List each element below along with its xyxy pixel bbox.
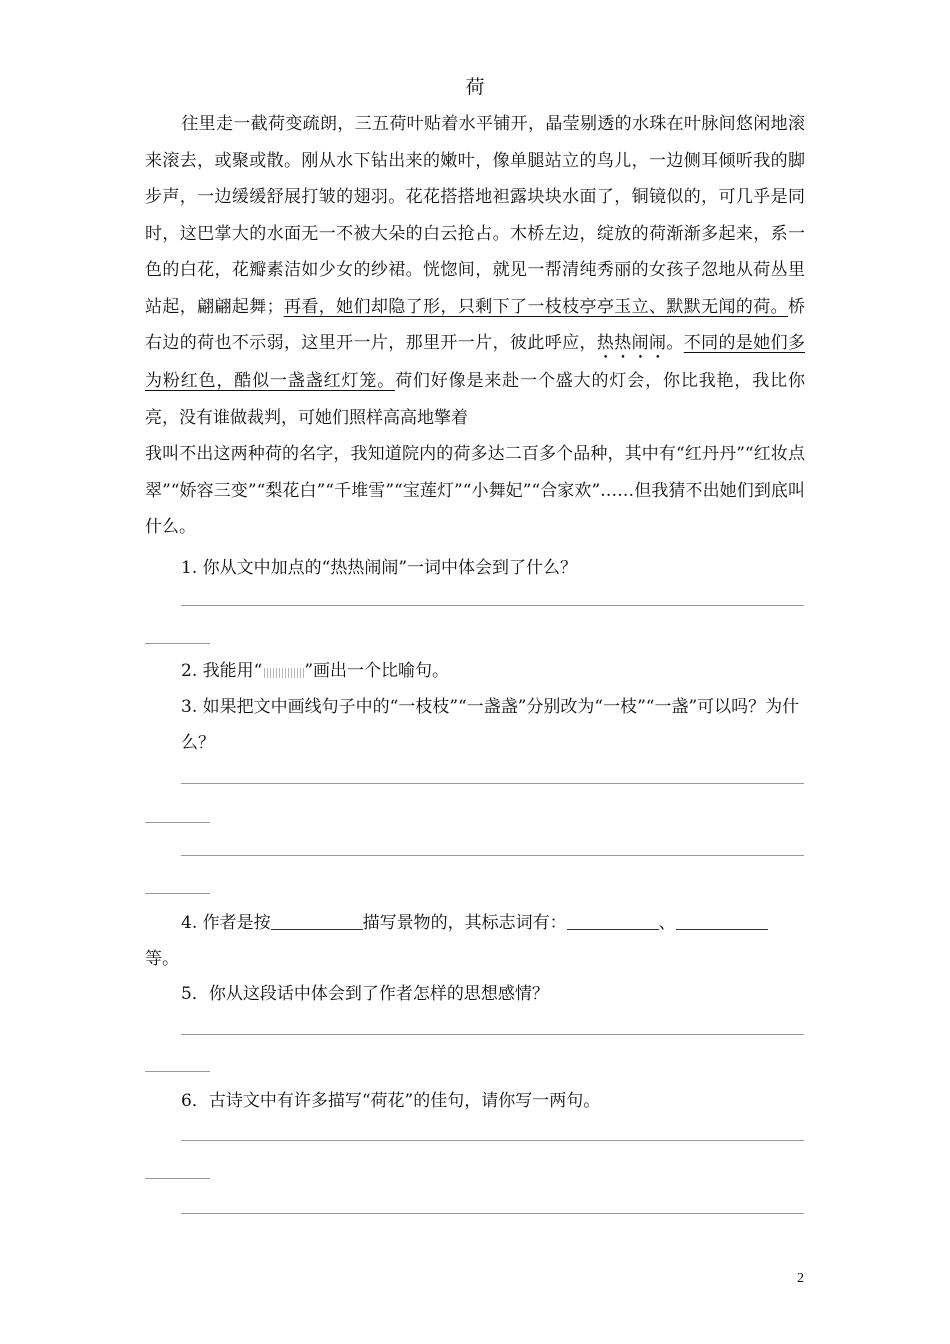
passage-text-5: 我叫不出这两种荷的名字，我知道院内的荷多达二百多个品种，其中有“红丹丹”“红妆点翠”“娇容三变”“梨花白”“千堆雪”“宝莲灯”“小舞妃”“合家欢”……但我猜不出她们到底叫什么。 bbox=[145, 444, 805, 537]
question-3: 3. 如果把文中画线句子中的“一枝枝”“一盏盏”分别改为“一枝”“一盏”可以吗？为什么？ bbox=[181, 697, 800, 753]
passage-text-1: 往里走一截荷变疏朗，三五荷叶贴着水平铺开，晶莹剔透的水珠在叶脉间悠闲地滚来滚去，或聚或散。刚从水下钻出来的嫩叶，像单腿站立的鸟儿，一边侧耳倾听我的脚步声，一边缓缓舒展打皱的翅羽。花花搭搭地袒露块块水面了，铜镜似的，可几乎是同时，这巴掌大的水面无一不被大朵的白云抢占。木桥左边，绽放的荷渐渐多起来，系一色的白花，花瓣素洁如少女的纱裙。恍惚间，就见一帮清纯秀丽的女孩子忽地从荷丛里站起，翩翩起舞； bbox=[145, 114, 805, 317]
passage-text-3: 。 bbox=[666, 333, 684, 353]
answer-line[interactable] bbox=[181, 855, 804, 856]
reading-passage bbox=[145, 106, 805, 546]
answer-line[interactable] bbox=[181, 1213, 804, 1214]
underlined-sentence-2: 不同的是她们多为粉红色，酷似一盏盏红灯笼。 bbox=[145, 333, 806, 391]
passage-text-2: 桥右边的荷也不示弱，这里开一片，那里开一片，彼此呼应， bbox=[145, 296, 806, 353]
answer-line[interactable] bbox=[145, 822, 210, 823]
answer-line[interactable] bbox=[145, 643, 210, 644]
answer-line[interactable] bbox=[181, 783, 804, 784]
question-2-text: 2. 我能用“ bbox=[181, 661, 263, 681]
answer-line[interactable] bbox=[145, 1178, 210, 1179]
fill-blank[interactable] bbox=[271, 911, 363, 930]
question-4-text-2: 描写景物的，其标志词有： bbox=[362, 913, 567, 933]
paragraph-2 bbox=[145, 436, 805, 546]
fill-blank[interactable] bbox=[676, 911, 768, 930]
dotted-word: 热热闹闹 bbox=[596, 333, 667, 353]
wavy-line-icon bbox=[262, 668, 304, 678]
question-4-sep: 、 bbox=[658, 913, 676, 933]
answer-line[interactable] bbox=[145, 893, 210, 894]
page-title: 荷 bbox=[465, 76, 485, 98]
answer-line[interactable] bbox=[181, 605, 804, 606]
answer-line[interactable] bbox=[181, 1034, 804, 1035]
answer-line[interactable] bbox=[145, 1071, 210, 1072]
paragraph-1 bbox=[145, 106, 805, 436]
underlined-sentence-1: 再看，她们却隐了形，只剩下了一枝枝亭亭玉立、默默无闻的荷。 bbox=[283, 296, 789, 317]
question-4-end: 等。 bbox=[145, 949, 179, 969]
page-number: 2 bbox=[797, 1271, 804, 1286]
question-4-text: 4. 作者是按 bbox=[181, 913, 271, 933]
question-2 bbox=[145, 653, 805, 689]
question-1: 1. 你从文中加点的“热热闹闹”一词中体会到了什么？ bbox=[181, 558, 578, 578]
fill-blank[interactable] bbox=[567, 911, 659, 930]
answer-line[interactable] bbox=[181, 1140, 804, 1141]
question-4 bbox=[145, 905, 805, 977]
question-5: 5．你从这段话中体会到了作者怎样的思想感情？ bbox=[181, 984, 549, 1004]
question-2-text-end: ”画出一个比喻句。 bbox=[304, 661, 450, 681]
passage-text-4: 荷们好像是来赴一个盛大的灯会，你比我艳，我比你亮，没有谁做裁判，可她们照样高高地擎着 bbox=[145, 371, 806, 428]
question-6: 6．古诗文中有许多描写“荷花”的佳句，请你写一两句。 bbox=[181, 1091, 601, 1111]
